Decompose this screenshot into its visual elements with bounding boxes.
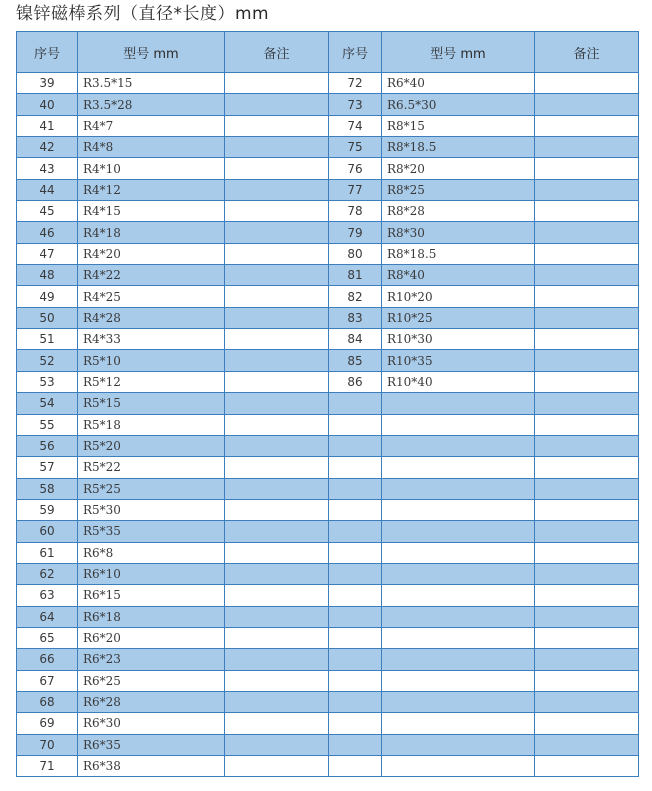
cell-no-right xyxy=(329,435,382,456)
cell-no-right: 73 xyxy=(329,94,382,115)
cell-model-left: R5*18 xyxy=(78,414,225,435)
table-row xyxy=(17,329,639,350)
cell-model-left: R5*10 xyxy=(78,350,225,371)
table-row xyxy=(17,606,639,627)
cell-no-left: 46 xyxy=(17,222,78,243)
cell-model-left: R5*22 xyxy=(78,457,225,478)
cell-model-left: R6*23 xyxy=(78,649,225,670)
cell-no-right: 83 xyxy=(329,307,382,328)
cell-no-left: 53 xyxy=(17,371,78,392)
cell-note-right xyxy=(535,542,639,563)
cell-model-left: R6*35 xyxy=(78,734,225,755)
cell-no-right: 85 xyxy=(329,350,382,371)
cell-model-left: R6*18 xyxy=(78,606,225,627)
cell-note-left xyxy=(225,265,329,286)
cell-model-right: R10*40 xyxy=(382,371,535,392)
cell-model-left: R6*10 xyxy=(78,563,225,584)
table-row xyxy=(17,350,639,371)
cell-note-right xyxy=(535,201,639,222)
table-row xyxy=(17,521,639,542)
cell-model-left: R6*25 xyxy=(78,670,225,691)
header-no-right: 序号 xyxy=(329,32,382,73)
cell-no-left: 69 xyxy=(17,713,78,734)
cell-model-right: R8*18.5 xyxy=(382,243,535,264)
cell-no-left: 47 xyxy=(17,243,78,264)
cell-no-left: 70 xyxy=(17,734,78,755)
cell-note-left xyxy=(225,201,329,222)
table-row xyxy=(17,563,639,584)
table-row xyxy=(17,478,639,499)
cell-note-right xyxy=(535,435,639,456)
cell-note-right xyxy=(535,243,639,264)
header-model-right: 型号 mm xyxy=(382,32,535,73)
cell-no-right xyxy=(329,478,382,499)
cell-note-left xyxy=(225,371,329,392)
cell-no-left: 60 xyxy=(17,521,78,542)
table-row xyxy=(17,499,639,520)
cell-note-left xyxy=(225,94,329,115)
cell-note-right xyxy=(535,691,639,712)
cell-note-left xyxy=(225,478,329,499)
cell-no-right: 76 xyxy=(329,158,382,179)
cell-note-left xyxy=(225,499,329,520)
table-row xyxy=(17,585,639,606)
table-row xyxy=(17,94,639,115)
cell-model-left: R4*18 xyxy=(78,222,225,243)
cell-no-right: 75 xyxy=(329,137,382,158)
cell-note-right xyxy=(535,606,639,627)
table-row xyxy=(17,222,639,243)
table-row xyxy=(17,201,639,222)
cell-note-right xyxy=(535,563,639,584)
cell-no-right: 72 xyxy=(329,73,382,94)
cell-no-left: 41 xyxy=(17,115,78,136)
cell-model-left: R3.5*28 xyxy=(78,94,225,115)
header-note-right: 备注 xyxy=(535,32,639,73)
magnetic-rod-spec-table xyxy=(16,31,639,777)
cell-no-left: 54 xyxy=(17,393,78,414)
cell-no-right xyxy=(329,691,382,712)
cell-note-left xyxy=(225,649,329,670)
cell-note-right xyxy=(535,307,639,328)
cell-note-right xyxy=(535,734,639,755)
cell-note-left xyxy=(225,393,329,414)
cell-model-right xyxy=(382,499,535,520)
cell-no-left: 43 xyxy=(17,158,78,179)
table-row xyxy=(17,756,639,777)
cell-no-right xyxy=(329,627,382,648)
cell-model-right xyxy=(382,585,535,606)
cell-model-right: R10*30 xyxy=(382,329,535,350)
cell-no-right xyxy=(329,457,382,478)
cell-model-right: R8*28 xyxy=(382,201,535,222)
cell-model-left: R5*12 xyxy=(78,371,225,392)
cell-no-right: 82 xyxy=(329,286,382,307)
cell-no-left: 40 xyxy=(17,94,78,115)
cell-note-left xyxy=(225,670,329,691)
cell-note-left xyxy=(225,179,329,200)
cell-no-left: 50 xyxy=(17,307,78,328)
header-no-left: 序号 xyxy=(17,32,78,73)
cell-model-right xyxy=(382,713,535,734)
cell-model-right xyxy=(382,563,535,584)
cell-no-right xyxy=(329,606,382,627)
cell-model-right: R8*40 xyxy=(382,265,535,286)
cell-model-right xyxy=(382,542,535,563)
cell-no-left: 64 xyxy=(17,606,78,627)
cell-note-right xyxy=(535,521,639,542)
cell-model-left: R6*30 xyxy=(78,713,225,734)
cell-model-left: R5*25 xyxy=(78,478,225,499)
cell-no-right: 79 xyxy=(329,222,382,243)
cell-note-left xyxy=(225,115,329,136)
cell-no-right: 77 xyxy=(329,179,382,200)
table-row xyxy=(17,265,639,286)
cell-model-right: R8*25 xyxy=(382,179,535,200)
cell-model-left: R6*38 xyxy=(78,756,225,777)
table-header-row xyxy=(17,32,639,73)
cell-note-left xyxy=(225,542,329,563)
cell-no-left: 57 xyxy=(17,457,78,478)
cell-note-left xyxy=(225,606,329,627)
cell-no-right xyxy=(329,393,382,414)
cell-no-left: 62 xyxy=(17,563,78,584)
cell-model-left: R6*8 xyxy=(78,542,225,563)
cell-model-left: R4*20 xyxy=(78,243,225,264)
cell-no-right: 86 xyxy=(329,371,382,392)
cell-no-left: 55 xyxy=(17,414,78,435)
cell-note-left xyxy=(225,734,329,755)
cell-note-right xyxy=(535,350,639,371)
table-row xyxy=(17,393,639,414)
cell-model-left: R5*35 xyxy=(78,521,225,542)
table-row xyxy=(17,734,639,755)
cell-note-right xyxy=(535,393,639,414)
cell-no-left: 66 xyxy=(17,649,78,670)
cell-note-left xyxy=(225,307,329,328)
cell-model-right: R8*18.5 xyxy=(382,137,535,158)
table-row xyxy=(17,158,639,179)
cell-model-left: R5*15 xyxy=(78,393,225,414)
cell-no-right xyxy=(329,521,382,542)
cell-no-right xyxy=(329,414,382,435)
cell-note-left xyxy=(225,563,329,584)
cell-note-left xyxy=(225,158,329,179)
cell-model-right: R8*30 xyxy=(382,222,535,243)
cell-note-right xyxy=(535,756,639,777)
cell-note-left xyxy=(225,627,329,648)
table-row xyxy=(17,713,639,734)
cell-no-left: 71 xyxy=(17,756,78,777)
cell-no-left: 63 xyxy=(17,585,78,606)
table-row xyxy=(17,627,639,648)
cell-note-left xyxy=(225,435,329,456)
cell-model-right: R6.5*30 xyxy=(382,94,535,115)
cell-no-right xyxy=(329,734,382,755)
cell-no-right: 78 xyxy=(329,201,382,222)
page-title: 镍锌磁棒系列（直径*长度）mm xyxy=(16,4,270,24)
cell-no-left: 65 xyxy=(17,627,78,648)
cell-note-left xyxy=(225,350,329,371)
cell-model-left: R4*8 xyxy=(78,137,225,158)
table-body xyxy=(17,73,639,777)
cell-model-left: R4*12 xyxy=(78,179,225,200)
cell-no-left: 56 xyxy=(17,435,78,456)
header-note-left: 备注 xyxy=(225,32,329,73)
cell-note-right xyxy=(535,414,639,435)
cell-no-right xyxy=(329,542,382,563)
cell-note-left xyxy=(225,691,329,712)
cell-note-right xyxy=(535,286,639,307)
cell-no-right xyxy=(329,670,382,691)
table-row xyxy=(17,414,639,435)
cell-no-left: 49 xyxy=(17,286,78,307)
cell-model-right xyxy=(382,649,535,670)
cell-model-left: R6*15 xyxy=(78,585,225,606)
cell-model-right xyxy=(382,627,535,648)
cell-model-left: R5*20 xyxy=(78,435,225,456)
cell-model-right xyxy=(382,606,535,627)
table-row xyxy=(17,649,639,670)
table-row xyxy=(17,542,639,563)
cell-note-right xyxy=(535,265,639,286)
cell-note-left xyxy=(225,222,329,243)
table-row xyxy=(17,371,639,392)
cell-note-right xyxy=(535,499,639,520)
table-row xyxy=(17,457,639,478)
cell-model-left: R4*15 xyxy=(78,201,225,222)
cell-model-right xyxy=(382,734,535,755)
cell-note-left xyxy=(225,756,329,777)
cell-no-right xyxy=(329,713,382,734)
cell-model-right: R10*25 xyxy=(382,307,535,328)
cell-no-left: 39 xyxy=(17,73,78,94)
cell-note-left xyxy=(225,137,329,158)
cell-note-left xyxy=(225,521,329,542)
cell-no-left: 58 xyxy=(17,478,78,499)
cell-no-left: 44 xyxy=(17,179,78,200)
cell-model-left: R4*28 xyxy=(78,307,225,328)
cell-no-left: 68 xyxy=(17,691,78,712)
cell-model-right xyxy=(382,435,535,456)
cell-note-left xyxy=(225,414,329,435)
cell-no-right: 81 xyxy=(329,265,382,286)
cell-note-right xyxy=(535,457,639,478)
table-row xyxy=(17,691,639,712)
cell-no-left: 67 xyxy=(17,670,78,691)
cell-model-left: R5*30 xyxy=(78,499,225,520)
table-row xyxy=(17,243,639,264)
header-model-left: 型号 mm xyxy=(78,32,225,73)
cell-no-right xyxy=(329,585,382,606)
cell-no-left: 51 xyxy=(17,329,78,350)
table-row xyxy=(17,286,639,307)
cell-note-right xyxy=(535,329,639,350)
cell-note-right xyxy=(535,649,639,670)
cell-no-right: 74 xyxy=(329,115,382,136)
cell-model-right xyxy=(382,670,535,691)
cell-model-right: R10*35 xyxy=(382,350,535,371)
cell-note-right xyxy=(535,371,639,392)
table-row xyxy=(17,115,639,136)
cell-model-right xyxy=(382,393,535,414)
cell-model-right: R10*20 xyxy=(382,286,535,307)
cell-model-right xyxy=(382,691,535,712)
cell-no-right: 80 xyxy=(329,243,382,264)
cell-note-left xyxy=(225,457,329,478)
cell-note-right xyxy=(535,627,639,648)
cell-model-left: R4*10 xyxy=(78,158,225,179)
cell-note-left xyxy=(225,585,329,606)
table-row xyxy=(17,307,639,328)
cell-no-left: 52 xyxy=(17,350,78,371)
cell-note-right xyxy=(535,713,639,734)
cell-model-right: R8*20 xyxy=(382,158,535,179)
cell-no-right xyxy=(329,756,382,777)
cell-model-left: R4*22 xyxy=(78,265,225,286)
cell-no-right: 84 xyxy=(329,329,382,350)
cell-model-left: R4*7 xyxy=(78,115,225,136)
table-row xyxy=(17,435,639,456)
table-row xyxy=(17,73,639,94)
cell-model-right xyxy=(382,756,535,777)
cell-no-right xyxy=(329,499,382,520)
cell-no-left: 48 xyxy=(17,265,78,286)
cell-model-left: R4*25 xyxy=(78,286,225,307)
cell-no-left: 59 xyxy=(17,499,78,520)
cell-note-right xyxy=(535,179,639,200)
cell-note-left xyxy=(225,73,329,94)
cell-model-left: R6*20 xyxy=(78,627,225,648)
table-row xyxy=(17,670,639,691)
cell-model-left: R3.5*15 xyxy=(78,73,225,94)
cell-note-right xyxy=(535,585,639,606)
cell-no-right xyxy=(329,649,382,670)
cell-no-right xyxy=(329,563,382,584)
cell-model-right xyxy=(382,414,535,435)
cell-note-right xyxy=(535,158,639,179)
cell-model-right: R8*15 xyxy=(382,115,535,136)
cell-note-right xyxy=(535,94,639,115)
cell-model-left: R4*33 xyxy=(78,329,225,350)
cell-model-left: R6*28 xyxy=(78,691,225,712)
cell-note-right xyxy=(535,73,639,94)
cell-note-right xyxy=(535,670,639,691)
cell-note-right xyxy=(535,137,639,158)
cell-no-left: 42 xyxy=(17,137,78,158)
cell-note-right xyxy=(535,478,639,499)
cell-no-left: 61 xyxy=(17,542,78,563)
cell-no-left: 45 xyxy=(17,201,78,222)
cell-note-left xyxy=(225,713,329,734)
cell-note-right xyxy=(535,115,639,136)
cell-model-right xyxy=(382,521,535,542)
cell-note-left xyxy=(225,329,329,350)
table-row xyxy=(17,137,639,158)
table-row xyxy=(17,179,639,200)
cell-note-left xyxy=(225,243,329,264)
cell-note-right xyxy=(535,222,639,243)
cell-model-right xyxy=(382,478,535,499)
cell-model-right: R6*40 xyxy=(382,73,535,94)
cell-note-left xyxy=(225,286,329,307)
cell-model-right xyxy=(382,457,535,478)
